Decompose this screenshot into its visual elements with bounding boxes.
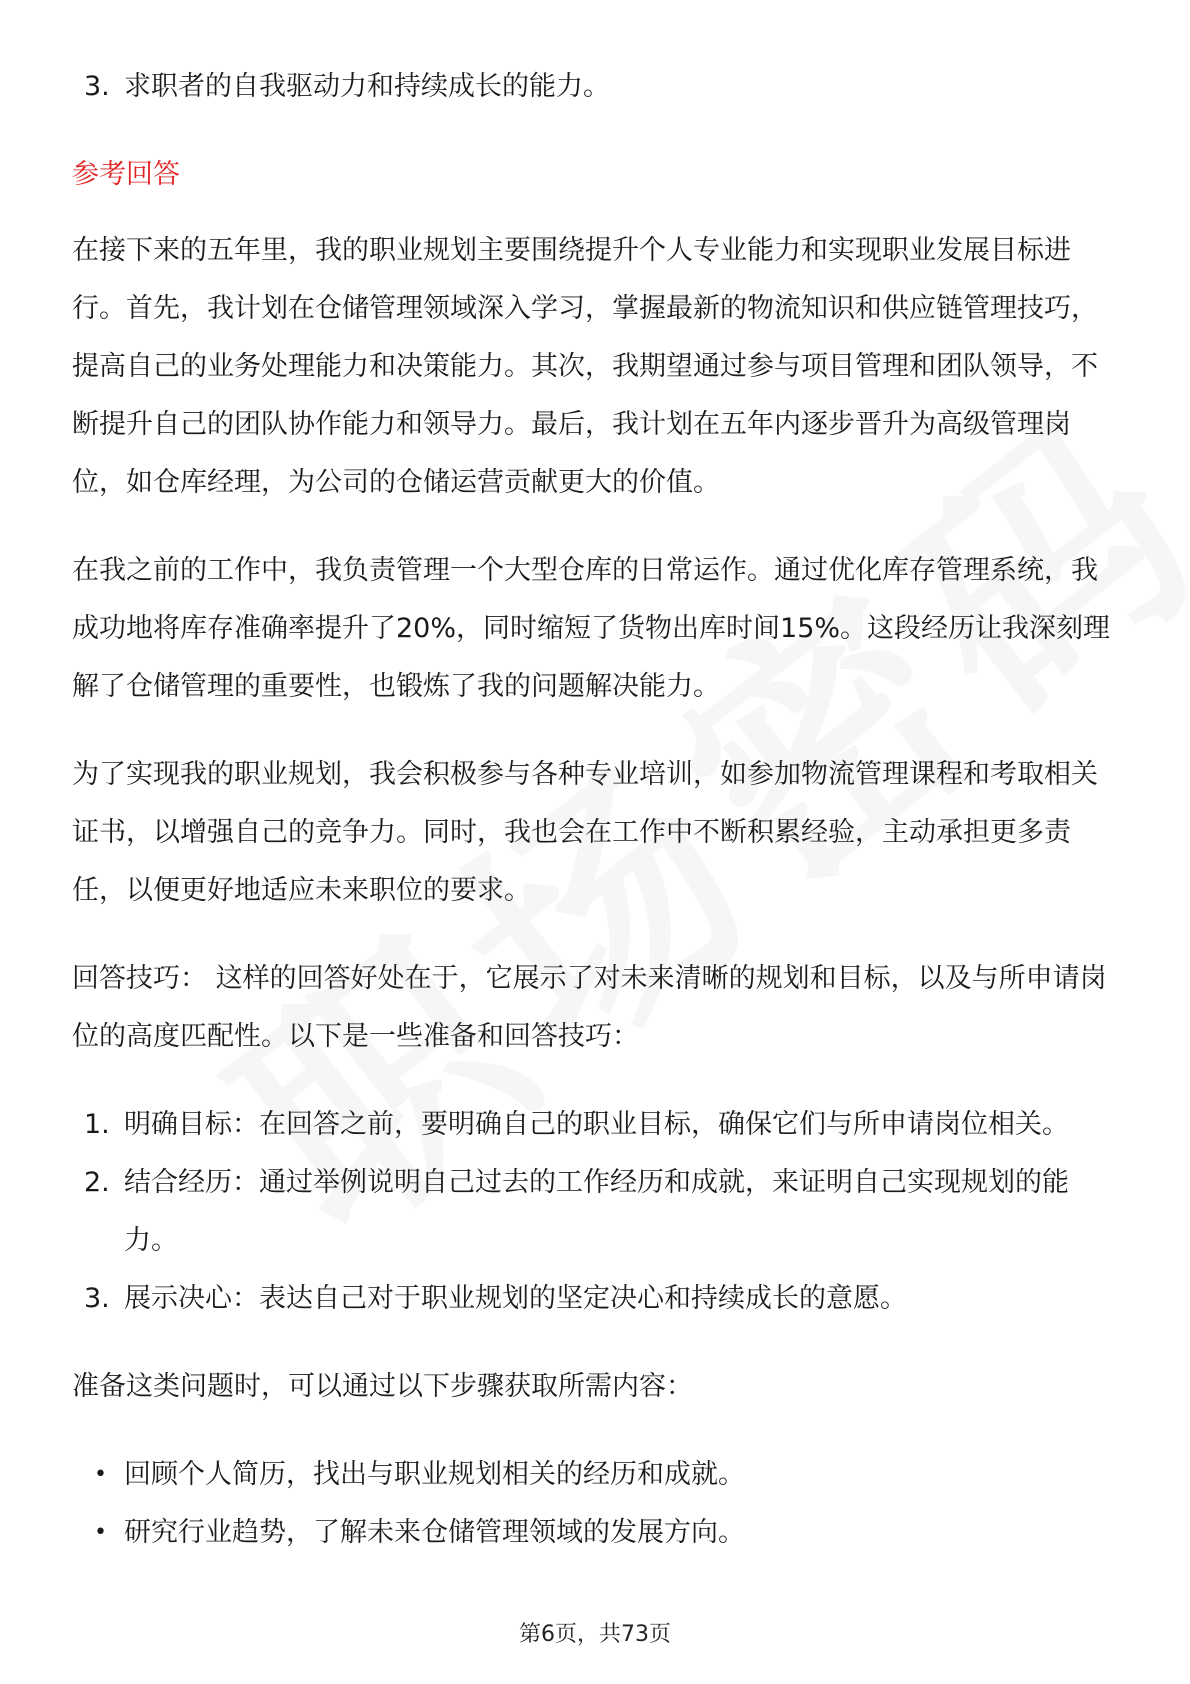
answer-paragraph-3: 为了实现我的职业规划，我会积极参与各种专业培训，如参加物流管理课程和考取相关证书，以增强自己的竞争力。同时，我也会在工作中不断积累经验，主动承担更多责任，以便更好地适应未来职位的要求。 bbox=[72, 759, 1098, 906]
section-heading: 参考回答 bbox=[72, 159, 180, 190]
list-item bbox=[72, 1096, 1122, 1154]
list-item bbox=[72, 1154, 1122, 1270]
list-item bbox=[72, 1270, 1122, 1328]
list-item-text: 求职者的自我驱动力和持续成长的能力。 bbox=[124, 71, 610, 102]
bullet-icon: • bbox=[94, 1462, 107, 1487]
page-content bbox=[72, 58, 1122, 1592]
list-item-text: 研究行业趋势，了解未来仓储管理领域的发展方向。 bbox=[124, 1517, 745, 1548]
tips-intro-paragraph: 回答技巧： 这样的回答好处在于，它展示了对未来清晰的规划和目标，以及与所申请岗位的高度匹配性。以下是一些准备和回答技巧： bbox=[72, 963, 1107, 1052]
answer-paragraph-2: 在我之前的工作中，我负责管理一个大型仓库的日常运作。通过优化库存管理系统，我成功地将库存准确率提升了20%，同时缩短了货物出库时间15%。这段经历让我深刻理解了仓储管理的重要性，也锻炼了我的问题解决能力。 bbox=[72, 555, 1111, 702]
top-numbered-list bbox=[72, 58, 1122, 116]
list-item-text: 结合经历：通过举例说明自己过去的工作经历和成就，来证明自己实现规划的能力。 bbox=[124, 1167, 1069, 1256]
list-marker: 3. bbox=[84, 1283, 110, 1314]
list-marker: 1. bbox=[84, 1109, 110, 1140]
list-marker: 2. bbox=[84, 1167, 110, 1198]
list-item-text: 回顾个人简历，找出与职业规划相关的经历和成就。 bbox=[124, 1459, 745, 1490]
tips-numbered-list bbox=[72, 1096, 1122, 1328]
answer-paragraph-1: 在接下来的五年里，我的职业规划主要围绕提升个人专业能力和实现职业发展目标进行。首先，我计划在仓储管理领域深入学习，掌握最新的物流知识和供应链管理技巧，提高自己的业务处理能力和决策能力。其次，我期望通过参与项目管理和团队领导，不断提升自己的团队协作能力和领导力。最后，我计划在五年内逐步晋升为高级管理岗位，如仓库经理，为公司的仓储运营贡献更大的价值。 bbox=[72, 235, 1098, 498]
list-item bbox=[72, 1504, 1122, 1562]
prep-intro-paragraph: 准备这类问题时，可以通过以下步骤获取所需内容： bbox=[72, 1371, 693, 1402]
list-item bbox=[72, 1446, 1122, 1504]
list-item-text: 展示决心：表达自己对于职业规划的坚定决心和持续成长的意愿。 bbox=[124, 1283, 907, 1314]
bullet-icon: • bbox=[94, 1520, 107, 1545]
list-item-text: 明确目标：在回答之前，要明确自己的职业目标，确保它们与所申请岗位相关。 bbox=[124, 1109, 1069, 1140]
list-item bbox=[72, 58, 1122, 116]
page-number-footer: 第6页，共73页 bbox=[519, 1622, 671, 1647]
list-marker: 3. bbox=[84, 71, 110, 102]
bullet-list bbox=[72, 1446, 1122, 1562]
